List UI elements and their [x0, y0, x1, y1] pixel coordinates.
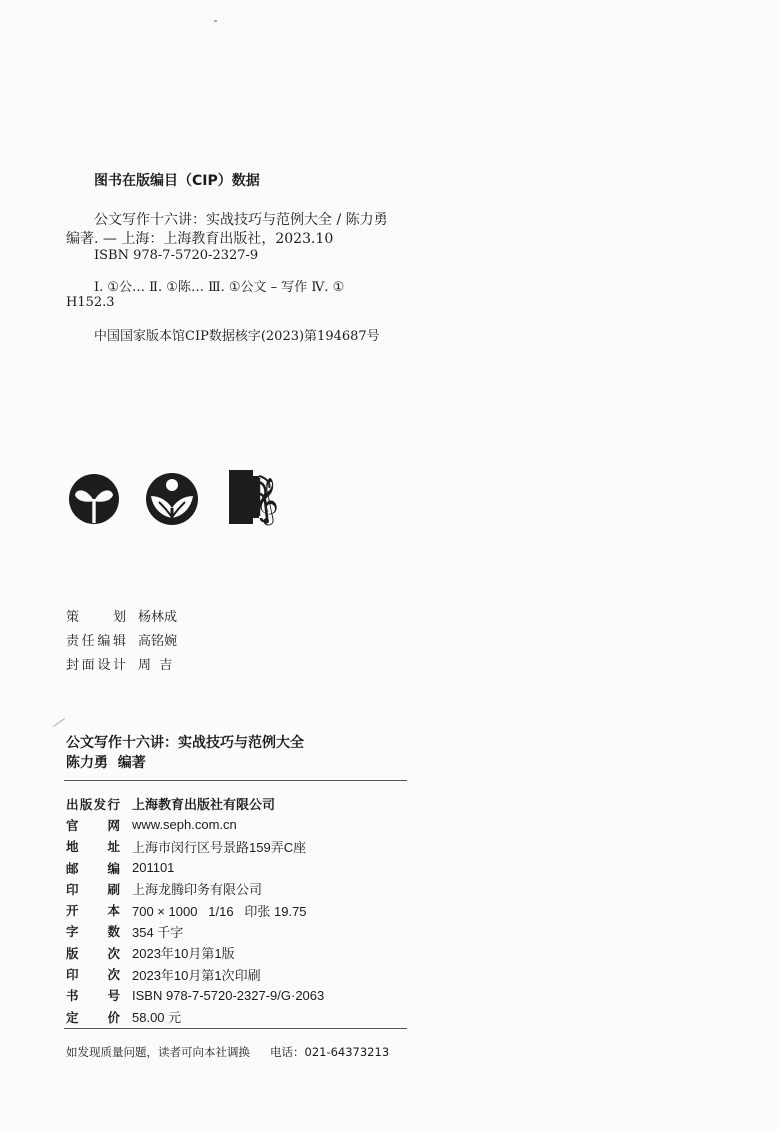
publication-row — [66, 985, 324, 1006]
publication-label — [66, 859, 120, 877]
label-char: 址 — [107, 839, 120, 855]
label-char: 编 — [97, 633, 111, 649]
publication-value: 354 千字 — [132, 924, 184, 940]
label-char: 书 — [66, 988, 79, 1004]
label-char: 面 — [81, 657, 95, 673]
publication-label — [66, 986, 120, 1004]
label-char: 网 — [107, 817, 120, 833]
label-char: 号 — [107, 988, 120, 1004]
credit-row-cover-design — [66, 651, 177, 675]
credit-row-planner — [66, 603, 177, 627]
label-char: 策 — [66, 609, 80, 625]
publication-label — [66, 944, 120, 962]
label-char: 定 — [66, 1009, 79, 1025]
publication-row — [66, 857, 324, 878]
svg-text:𝄞: 𝄞 — [255, 478, 279, 524]
publication-value: 上海教育出版社有限公司 — [132, 797, 276, 813]
publication-row — [66, 921, 324, 942]
label-char: 次 — [107, 945, 120, 961]
credit-row-editor — [66, 627, 177, 651]
label-char: 版 — [79, 796, 93, 812]
divider-bottom — [64, 1028, 407, 1029]
label-char: 编 — [107, 860, 120, 876]
publication-value: 2023年10月第1版 — [132, 946, 235, 962]
label-char: 划 — [112, 609, 126, 625]
label-char: 责 — [66, 633, 80, 649]
label-char: 本 — [107, 903, 120, 919]
publication-value: ISBN 978-7-5720-2327-9/G·2063 — [132, 987, 325, 1003]
label-char: 设 — [97, 657, 111, 673]
publication-value: 58.00 元 — [132, 1010, 182, 1026]
publication-value: 201101 — [132, 860, 175, 876]
credits-list — [66, 603, 177, 675]
publication-value: www.seph.com.cn — [132, 817, 237, 833]
label-char: 刷 — [107, 881, 120, 897]
flower-circle-icon — [145, 472, 199, 530]
label-char: 邮 — [66, 860, 79, 876]
cip-line-1: 公文写作十六讲：实战技巧与范例大全 / 陈力勇 — [94, 212, 388, 228]
publication-row — [66, 963, 324, 984]
publication-label — [66, 795, 120, 813]
label-char: 官 — [66, 817, 79, 833]
publication-row — [66, 793, 324, 814]
publication-label — [66, 965, 120, 983]
credit-label — [66, 654, 126, 673]
scan-speck — [53, 718, 65, 727]
label-char: 次 — [107, 967, 120, 983]
label-char: 计 — [112, 657, 126, 673]
label-char: 辑 — [112, 633, 126, 649]
publication-row — [66, 814, 324, 835]
footer — [66, 1044, 389, 1060]
label-char: 封 — [66, 657, 80, 673]
cip-isbn: ISBN 978-7-5720-2327-9 — [94, 248, 259, 263]
label-char: 发 — [93, 796, 107, 812]
cip-record-number: 中国国家版本馆CIP数据核字(2023)第194687号 — [94, 329, 380, 344]
label-char: 行 — [107, 796, 120, 812]
publication-row — [66, 942, 324, 963]
publication-label — [66, 922, 120, 940]
label-char: 字 — [66, 924, 79, 940]
quality-notice: 如发现质量问题，读者可向本社调换 — [66, 1045, 250, 1059]
cip-classification: Ⅰ. ①公… Ⅱ. ①陈… Ⅲ. ①公文 – 写作 Ⅳ. ① — [94, 280, 345, 295]
label-char: 数 — [107, 924, 120, 940]
publication-label — [66, 1008, 120, 1026]
book-author: 陈力勇 编著 — [66, 755, 146, 771]
label-char: 出 — [66, 796, 79, 812]
divider-top — [64, 780, 407, 781]
label-char: 地 — [66, 839, 79, 855]
publication-label — [66, 901, 120, 919]
cip-line-2: 编著. — 上海：上海教育出版社，2023.10 — [66, 231, 334, 247]
sprout-circle-icon — [68, 473, 120, 529]
publication-row — [66, 878, 324, 899]
publication-value: 上海市闵行区号景路159弄C座 — [132, 839, 307, 855]
label-char: 印 — [66, 967, 79, 983]
publication-value: 700 × 1000 1/16 印张 19.75 — [132, 903, 307, 919]
cip-classification-code: H152.3 — [66, 295, 115, 310]
credit-value: 杨林成 — [138, 609, 178, 625]
publication-value: 2023年10月第1次印刷 — [132, 967, 261, 983]
credit-label — [66, 630, 126, 649]
publication-row — [66, 836, 324, 857]
publication-info-table — [66, 793, 324, 1027]
publication-value: 上海龙腾印务有限公司 — [132, 882, 263, 898]
phone-number: 电话：021-64373213 — [270, 1045, 390, 1059]
label-char: 版 — [66, 945, 79, 961]
publication-row — [66, 1006, 324, 1027]
label-char: 价 — [107, 1009, 120, 1025]
cip-heading: 图书在版编目（CIP）数据 — [94, 173, 260, 189]
treble-clef-icon — [229, 470, 279, 528]
publication-row — [66, 899, 324, 920]
credit-value: 周 吉 — [138, 657, 173, 673]
label-char: 印 — [66, 881, 79, 897]
credit-label — [66, 606, 126, 625]
label-char: 开 — [66, 903, 79, 919]
credit-value: 高铭婉 — [138, 633, 178, 649]
publication-label — [66, 837, 120, 855]
publication-label — [66, 816, 120, 834]
publication-label — [66, 880, 120, 898]
label-char: 任 — [81, 633, 95, 649]
scan-speck — [214, 20, 217, 22]
book-title: 公文写作十六讲：实战技巧与范例大全 — [66, 735, 304, 751]
